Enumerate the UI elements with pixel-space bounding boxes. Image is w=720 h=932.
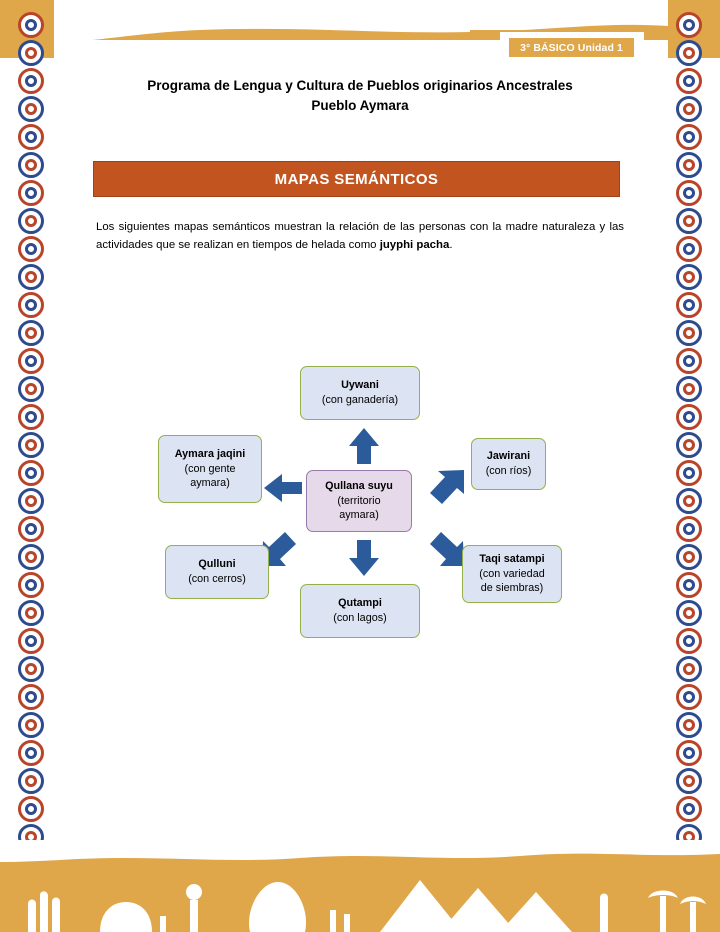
section-banner-title: MAPAS SEMÁNTICOS bbox=[274, 170, 439, 188]
node-title: Qulluni bbox=[198, 558, 236, 571]
decorative-ring-icon bbox=[18, 656, 44, 682]
decorative-ring-icon bbox=[18, 264, 44, 290]
decorative-ring-icon bbox=[676, 460, 702, 486]
decorative-ring-icon bbox=[676, 208, 702, 234]
decorative-ring-icon bbox=[676, 432, 702, 458]
intro-highlight: juyphi pacha bbox=[379, 239, 450, 252]
arrow-left-icon bbox=[262, 472, 304, 504]
diagram-node-aymara-jaqini bbox=[158, 435, 262, 503]
decorative-ring-icon bbox=[18, 68, 44, 94]
decorative-ring-icon bbox=[18, 796, 44, 822]
decorative-ring-icon bbox=[18, 208, 44, 234]
node-title: Uywani bbox=[341, 379, 379, 392]
decorative-ring-icon bbox=[18, 768, 44, 794]
decorative-ring-icon bbox=[676, 320, 702, 346]
node-title: Aymara jaqini bbox=[174, 448, 246, 461]
node-subtitle: (con cerros) bbox=[188, 573, 246, 585]
decorative-ring-icon bbox=[18, 572, 44, 598]
node-title: Qullana suyu bbox=[325, 480, 393, 493]
node-subtitle: (con lagos) bbox=[333, 612, 387, 624]
semantic-map-diagram bbox=[140, 360, 590, 660]
decorative-ring-icon bbox=[676, 656, 702, 682]
decorative-ring-icon bbox=[18, 236, 44, 262]
decorative-ring-icon bbox=[18, 544, 44, 570]
decorative-ring-icon bbox=[676, 712, 702, 738]
node-title: Qutampi bbox=[338, 597, 382, 610]
right-ring-column bbox=[672, 12, 706, 852]
node-title: Taqi satampi bbox=[479, 553, 545, 566]
decorative-ring-icon bbox=[676, 124, 702, 150]
decorative-ring-icon bbox=[676, 600, 702, 626]
arrow-up-right-icon bbox=[424, 468, 468, 508]
node-subtitle: (con ganadería) bbox=[321, 394, 399, 406]
decorative-ring-icon bbox=[676, 488, 702, 514]
right-decorative-border bbox=[672, 12, 706, 862]
decorative-ring-icon bbox=[18, 600, 44, 626]
node-subtitle-line2: de siembras) bbox=[480, 582, 544, 595]
decorative-ring-icon bbox=[676, 796, 702, 822]
node-title: Jawirani bbox=[486, 450, 531, 463]
decorative-ring-icon bbox=[676, 292, 702, 318]
decorative-ring-icon bbox=[18, 376, 44, 402]
bottom-decorative-band bbox=[0, 840, 720, 932]
decorative-ring-icon bbox=[676, 40, 702, 66]
decorative-ring-icon bbox=[676, 264, 702, 290]
decorative-ring-icon bbox=[676, 96, 702, 122]
node-subtitle-line1: (con gente bbox=[184, 462, 236, 475]
decorative-ring-icon bbox=[676, 544, 702, 570]
decorative-ring-icon bbox=[18, 152, 44, 178]
arrow-down-icon bbox=[346, 538, 382, 578]
intro-paragraph bbox=[96, 218, 624, 255]
decorative-ring-icon bbox=[18, 712, 44, 738]
diagram-node-center-qullana-suyu bbox=[306, 470, 412, 532]
intro-text-part2: . bbox=[449, 239, 453, 252]
landscape-silhouette-icon bbox=[0, 840, 720, 932]
decorative-ring-icon bbox=[676, 180, 702, 206]
decorative-ring-icon bbox=[676, 404, 702, 430]
decorative-ring-icon bbox=[18, 628, 44, 654]
diagram-node-jawirani bbox=[471, 438, 546, 490]
diagram-node-taqi-satampi bbox=[462, 545, 562, 603]
decorative-ring-icon bbox=[18, 40, 44, 66]
diagram-node-uywani bbox=[300, 366, 420, 420]
decorative-ring-icon bbox=[676, 348, 702, 374]
decorative-ring-icon bbox=[676, 684, 702, 710]
decorative-ring-icon bbox=[18, 12, 44, 38]
decorative-ring-icon bbox=[18, 488, 44, 514]
decorative-ring-icon bbox=[676, 768, 702, 794]
decorative-ring-icon bbox=[676, 376, 702, 402]
decorative-ring-icon bbox=[18, 348, 44, 374]
decorative-ring-icon bbox=[18, 460, 44, 486]
decorative-ring-icon bbox=[18, 404, 44, 430]
intro-text-part1: Los siguientes mapas semánticos muestran la relación de las personas con la madre naturaleza y las actividades que se realizan en tiempos de helada como bbox=[96, 221, 624, 252]
node-subtitle-line1: (con variedad bbox=[479, 567, 545, 580]
node-subtitle-line2: aymara) bbox=[190, 477, 230, 490]
decorative-ring-icon bbox=[676, 628, 702, 654]
node-subtitle: (con ríos) bbox=[485, 465, 532, 477]
decorative-ring-icon bbox=[676, 152, 702, 178]
decorative-ring-icon bbox=[676, 12, 702, 38]
unit-badge: 3° BÁSICO Unidad 1 bbox=[509, 38, 634, 57]
decorative-ring-icon bbox=[18, 292, 44, 318]
decorative-ring-icon bbox=[18, 180, 44, 206]
node-subtitle-line1: (territorio bbox=[337, 494, 381, 507]
page-title-line1: Programa de Lengua y Cultura de Pueblos originarios Ancestrales bbox=[147, 78, 573, 93]
decorative-ring-icon bbox=[676, 236, 702, 262]
diagram-node-qutampi bbox=[300, 584, 420, 638]
decorative-ring-icon bbox=[18, 740, 44, 766]
arrow-up-icon bbox=[346, 426, 382, 466]
decorative-ring-icon bbox=[18, 516, 44, 542]
page-title bbox=[60, 76, 660, 117]
decorative-ring-icon bbox=[18, 320, 44, 346]
left-ring-column bbox=[14, 12, 48, 852]
decorative-ring-icon bbox=[676, 516, 702, 542]
decorative-ring-icon bbox=[18, 432, 44, 458]
left-decorative-border bbox=[14, 12, 48, 862]
diagram-node-qulluni bbox=[165, 545, 269, 599]
decorative-ring-icon bbox=[18, 124, 44, 150]
decorative-ring-icon bbox=[18, 96, 44, 122]
decorative-ring-icon bbox=[676, 68, 702, 94]
node-subtitle-line2: aymara) bbox=[339, 509, 379, 522]
decorative-ring-icon bbox=[18, 684, 44, 710]
section-banner bbox=[93, 161, 620, 197]
page-title-line2: Pueblo Aymara bbox=[311, 98, 409, 114]
decorative-ring-icon bbox=[676, 572, 702, 598]
decorative-ring-icon bbox=[676, 740, 702, 766]
